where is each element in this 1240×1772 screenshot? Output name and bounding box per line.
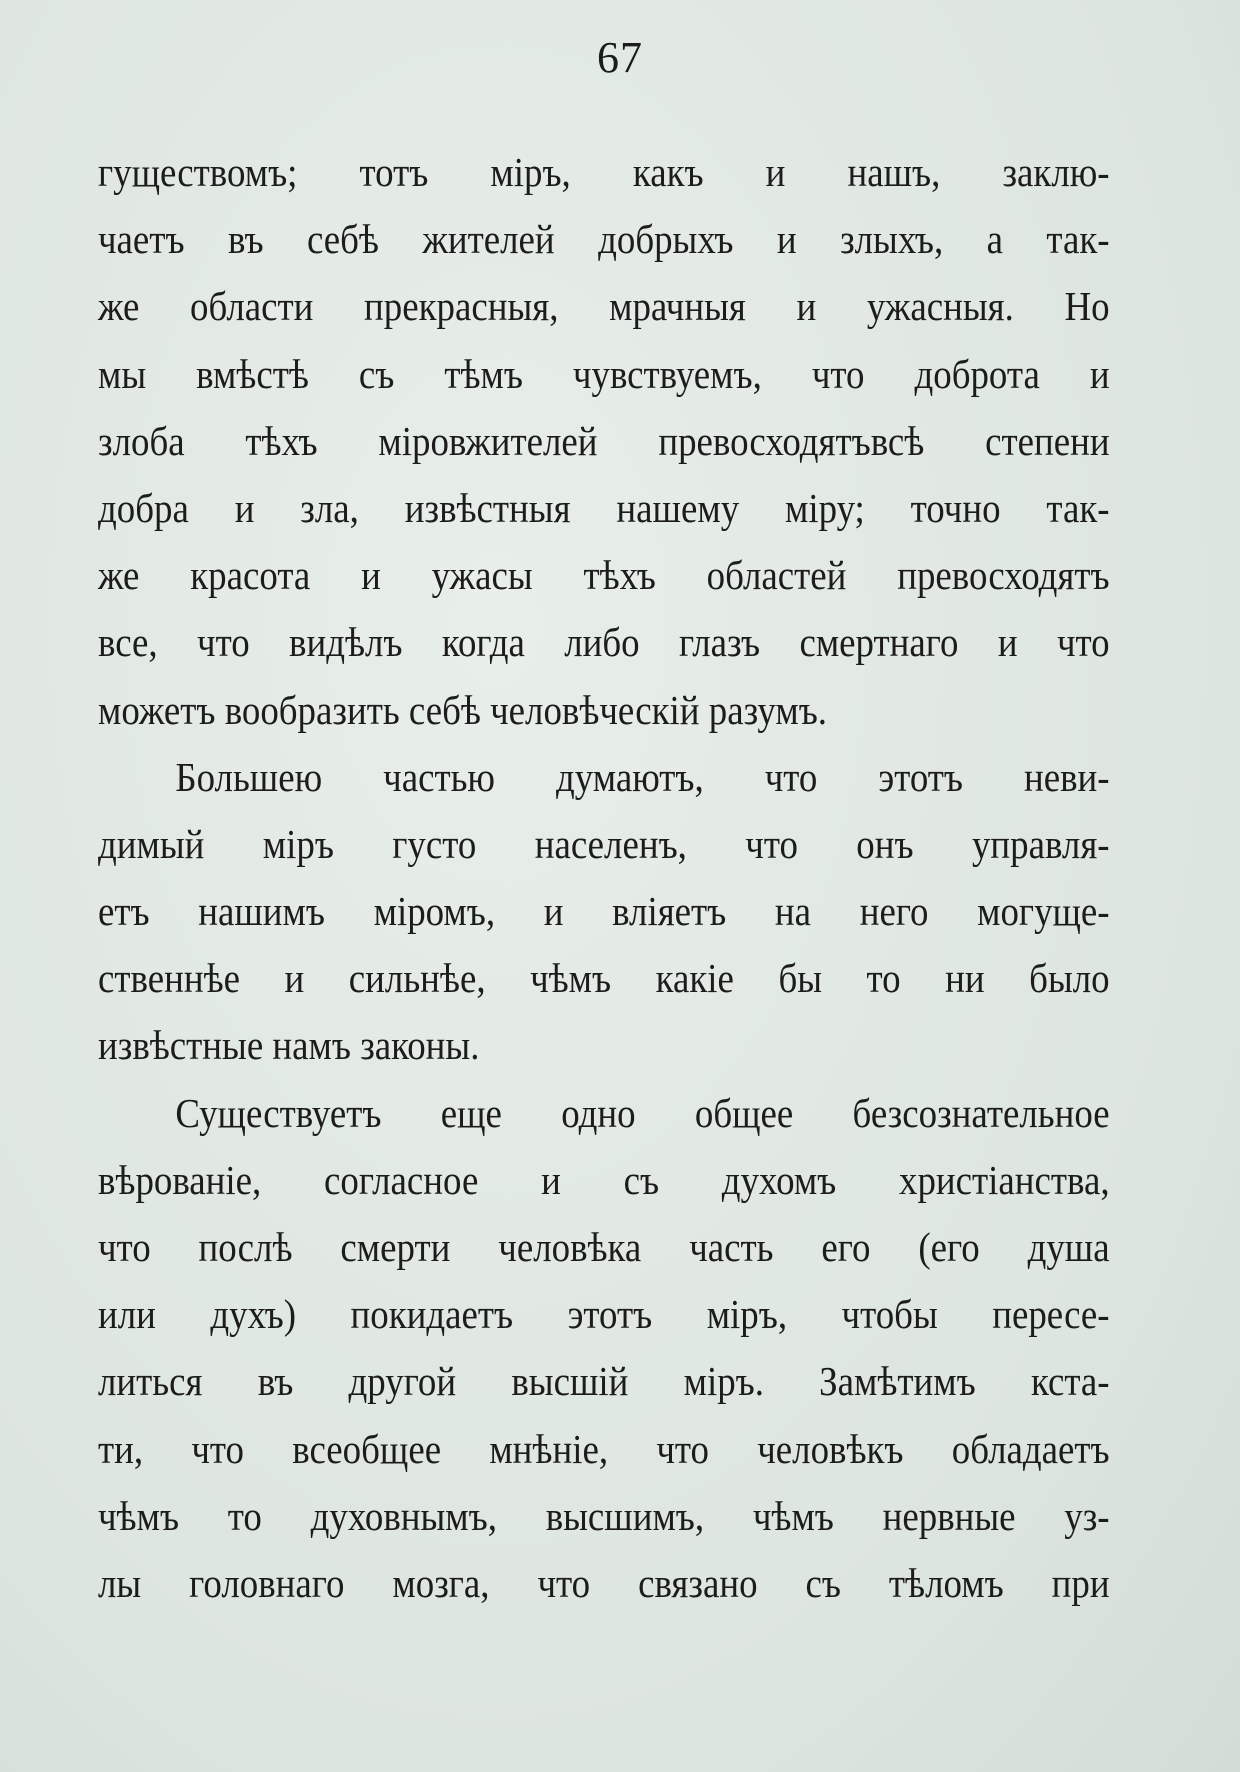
text-line: чаетъ въ себѣ жителей добрыхъ и злыхъ, а так- bbox=[98, 216, 1110, 263]
page-number: 67 bbox=[597, 33, 643, 82]
text-line: или духъ) покидаетъ этотъ міръ, чтобы пересе- bbox=[98, 1291, 1110, 1338]
text-line: добра и зла, извѣстныя нашему міру; точно так- bbox=[98, 484, 1110, 531]
text-line: Существуетъ еще одно общее безсознательное bbox=[175, 1089, 1110, 1136]
text-line: етъ нашимъ міромъ, и вліяетъ на него могуще- bbox=[98, 888, 1110, 935]
text-line: гуществомъ; тотъ міръ, какъ и нашъ, заклю- bbox=[98, 149, 1110, 195]
text-line: мы вмѣстѣ съ тѣмъ чувствуемъ, что доброта и bbox=[98, 350, 1110, 397]
text-line: чѣмъ то духовнымъ, высшимъ, чѣмъ нервные уз- bbox=[98, 1492, 1110, 1539]
text-line: что послѣ смерти человѣка часть его (его душа bbox=[98, 1224, 1110, 1270]
text-line: вѣрованіе, согласное и съ духомъ христіанства, bbox=[98, 1156, 1110, 1203]
text-line: литься въ другой высшій міръ. Замѣтимъ кста- bbox=[98, 1358, 1110, 1405]
text-line: димый міръ густо населенъ, что онъ управля- bbox=[98, 820, 1110, 867]
text-line: лы головнаго мозга, что связано съ тѣломъ при bbox=[98, 1559, 1110, 1606]
text-line: же красота и ужасы тѣхъ областей превосходятъ bbox=[98, 552, 1110, 599]
text-line: извѣстные намъ законы. bbox=[98, 1022, 480, 1069]
text-line: все, что видѣлъ когда либо глазъ смертнаго и что bbox=[98, 619, 1110, 666]
body-text bbox=[98, 139, 1110, 1617]
text-line: можетъ вообразить себѣ человѣческій разумъ. bbox=[98, 686, 828, 733]
text-line: Большею частью думаютъ, что этотъ неви- bbox=[175, 753, 1110, 800]
text-line: ти, что всеобщее мнѣніе, что человѣкъ обладаетъ bbox=[98, 1425, 1110, 1472]
text-line: же области прекрасныя, мрачныя и ужасныя. Но bbox=[98, 283, 1110, 330]
text-line: злоба тѣхъ міровжителей превосходятъвсѣ степени bbox=[98, 417, 1110, 464]
text-line: ственнѣе и сильнѣе, чѣмъ какіе бы то ни было bbox=[98, 955, 1110, 1002]
